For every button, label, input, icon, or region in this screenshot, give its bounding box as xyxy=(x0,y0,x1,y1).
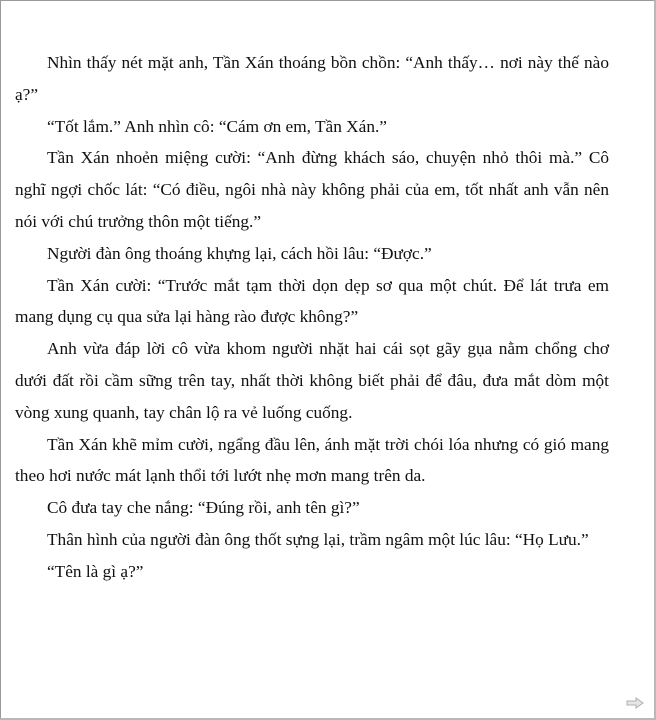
document-text xyxy=(15,47,609,588)
paragraph-10: “Tên là gì ạ?” xyxy=(47,561,144,581)
paragraph-3: Tần Xán nhoẻn miệng cười: “Anh đừng khách sáo, chuyện nhỏ thôi mà.” Cô nghĩ ngợi chốc lát: “Có điều, ngôi nhà này không phải của em, tốt nhất anh vẫn nên nói với chú trưởng thôn một tiếng.” xyxy=(15,148,609,231)
paragraph-1: Nhìn thấy nét mặt anh, Tần Xán thoáng bồn chồn: “Anh thấy… nơi này thế nào ạ?” xyxy=(15,53,609,104)
paragraph-7: Tần Xán khẽ mỉm cười, ngẩng đầu lên, ánh mặt trời chói lóa nhưng có gió mang theo hơi nước mát lạnh thổi tới lướt nhẹ mơn mang trên da. xyxy=(15,434,609,486)
arrow-right-icon-graphic xyxy=(626,697,644,709)
paragraph-8: Cô đưa tay che nắng: “Đúng rồi, anh tên gì?” xyxy=(47,498,360,518)
paragraph-5: Tần Xán cười: “Trước mắt tạm thời dọn dẹp sơ qua một chút. Để lát trưa em mang dụng cụ qua sửa lại hàng rào được không?” xyxy=(15,275,609,327)
paragraph-6: Anh vừa đáp lời cô vừa khom người nhặt hai cái sọt gãy gụa nằm chổng chơ dưới đất rồi cầm sững trên tay, nhất thời không biết phải để đâu, đưa mắt dòm một vòng xung quanh, tay chân lộ ra vẻ luống cuống. xyxy=(15,339,609,422)
paragraph-9: Thân hình của người đàn ông thốt sựng lại, trầm ngâm một lúc lâu: “Họ Lưu.” xyxy=(47,529,589,549)
paragraph-2: “Tốt lắm.” Anh nhìn cô: “Cám ơn em, Tần Xán.” xyxy=(47,116,387,136)
paragraph-4: Người đàn ông thoáng khựng lại, cách hồi lâu: “Được.” xyxy=(47,243,432,263)
arrow-right-icon[interactable] xyxy=(626,696,644,708)
